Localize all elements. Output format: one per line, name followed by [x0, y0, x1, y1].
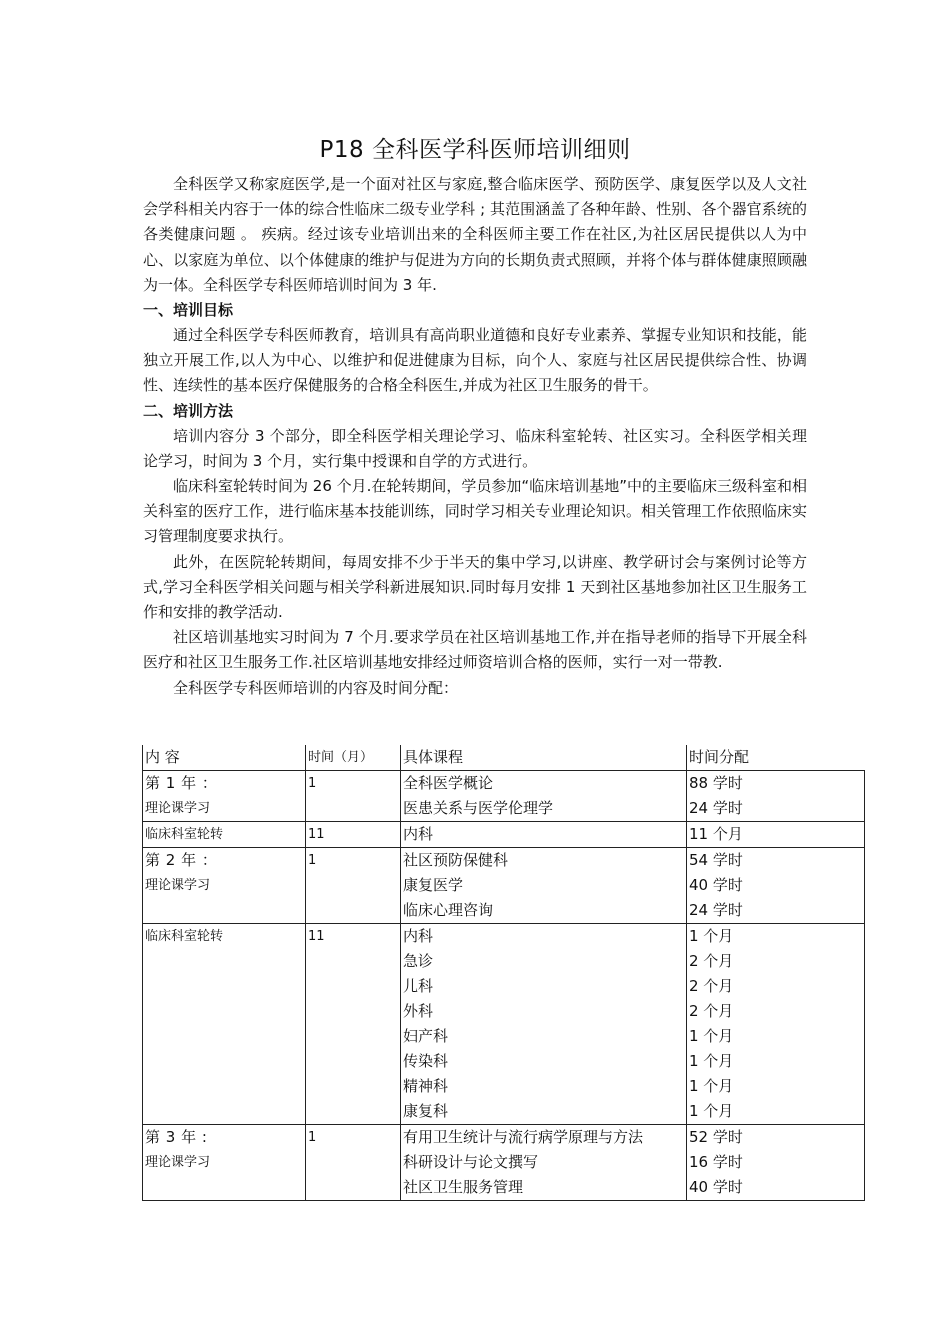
alloc-cell: 52 学时: [689, 1128, 743, 1146]
course-cell: 儿科: [403, 977, 434, 995]
method-paragraph-1: 培训内容分 3 个部分，即全科医学相关理论学习、临床科室轮转、社区实习。全科医学相关理论学习，时间为 3 个月，实行集中授课和自学的方式进行。: [143, 426, 807, 470]
row-months: 11: [308, 827, 325, 842]
course-cell: 临床心理咨询: [403, 901, 494, 919]
course-cell: 医患关系与医学伦理学: [403, 799, 554, 817]
course-cell: 社区卫生服务管理: [403, 1178, 524, 1196]
alloc-cell: 2 个月: [689, 952, 734, 970]
course-cell: 妇产科: [403, 1027, 449, 1045]
header-content: 内 容: [145, 748, 180, 766]
alloc-cell: 54 学时: [689, 851, 743, 869]
alloc-cell: 24 学时: [689, 799, 743, 817]
row-content: 第 1 年 ：: [145, 774, 218, 792]
row-months: 1: [308, 776, 317, 791]
table-row: [143, 924, 865, 1125]
alloc-cell: 2 个月: [689, 1002, 734, 1020]
course-cell: 康复科: [403, 1102, 449, 1120]
section-heading-goal: 一、培训目标: [143, 301, 234, 320]
table-header-row: [143, 745, 865, 771]
table-caption: 全科医学专科医师培训的内容及时间分配：: [173, 678, 459, 697]
alloc-cell: 1 个月: [689, 1027, 734, 1045]
section-heading-method: 二、培训方法: [143, 401, 234, 420]
alloc-cell: 16 学时: [689, 1153, 743, 1171]
row-content-sub: 理论课学习: [145, 801, 211, 816]
method-paragraph-2: 临床科室轮转时间为 26 个月.在轮转期间，学员参加“临床培训基地”中的主要临床三级科室和相关科室的医疗工作，进行临床基本技能训练，同时学习相关专业理论知识。相关管理工作依照临床实习管理制度要求执行。: [143, 477, 807, 546]
course-cell: 全科医学概论: [403, 774, 494, 792]
course-cell: 内科: [403, 825, 434, 843]
alloc-cell: 1 个月: [689, 1052, 734, 1070]
row-content: 临床科室轮转: [145, 827, 224, 842]
alloc-cell: 24 学时: [689, 901, 743, 919]
alloc-cell: 11 个月: [689, 825, 743, 843]
row-content-sub: 理论课学习: [145, 1155, 211, 1170]
goal-paragraph: 通过全科医学专科医师教育，培训具有高尚职业道德和良好专业素养、掌握专业知识和技能，能独立开展工作,以人为中心、以维护和促进健康为目标，向个人、家庭与社区居民提供综合性、协调性、连续性的基本医疗保健服务的合格全科医生,并成为社区卫生服务的骨干。: [143, 326, 807, 395]
alloc-cell: 1 个月: [689, 1077, 734, 1095]
alloc-cell: 2 个月: [689, 977, 734, 995]
row-months: 1: [308, 853, 317, 868]
header-courses: 具体课程: [403, 748, 464, 766]
page-title: P18 全科医学科医师培训细则: [319, 137, 631, 163]
header-allocation: 时间分配: [689, 748, 750, 766]
row-content-sub: 理论课学习: [145, 878, 211, 893]
table-row: [143, 822, 865, 848]
course-cell: 有用卫生统计与流行病学原理与方法: [403, 1128, 644, 1146]
course-cell: 社区预防保健科: [403, 851, 509, 869]
alloc-cell: 88 学时: [689, 774, 743, 792]
method-paragraph-4: 社区培训基地实习时间为 7 个月.要求学员在社区培训基地工作,并在指导老师的指导下开展全科医疗和社区卫生服务工作.社区培训基地安排经过师资培训合格的医师，实行一对一带教.: [143, 628, 807, 672]
course-cell: 康复医学: [403, 876, 464, 894]
table-row: [143, 1125, 865, 1201]
course-cell: 内科: [403, 927, 434, 945]
training-schedule-table: [142, 745, 865, 1201]
row-content: 第 3 年 :: [145, 1128, 208, 1146]
row-content: 临床科室轮转: [145, 929, 224, 944]
table-row: [143, 771, 865, 822]
alloc-cell: 1 个月: [689, 927, 734, 945]
course-cell: 急诊: [403, 952, 434, 970]
header-months: 时间（月）: [308, 750, 374, 765]
alloc-cell: 1 个月: [689, 1102, 734, 1120]
course-cell: 科研设计与论文撰写: [403, 1153, 539, 1171]
alloc-cell: 40 学时: [689, 876, 743, 894]
intro-paragraph: 全科医学又称家庭医学,是一个面对社区与家庭,整合临床医学、预防医学、康复医学以及人文社会学科相关内容于一体的综合性临床二级专业学科 ; 其范围涵盖了各种年龄、性别、各个器官系统的各类健康问题 。 疾病。经过该专业培训出来的全科医师主要工作在社区,为社区居民提供以人为中心、以家庭为单位、以个体健康的维护与促进为方向的长期负责式照顾，并将个体与群体健康照顾融为一体。全科医学专科医师培训时间为 3 年.: [143, 175, 807, 294]
course-cell: 外科: [403, 1002, 434, 1020]
row-months: 11: [308, 929, 325, 944]
alloc-cell: 40 学时: [689, 1178, 743, 1196]
row-months: 1: [308, 1130, 317, 1145]
table-row: [143, 848, 865, 924]
course-cell: 精神科: [403, 1077, 449, 1095]
row-content: 第 2 年 ：: [145, 851, 218, 869]
method-paragraph-3: 此外，在医院轮转期间，每周安排不少于半天的集中学习,以讲座、教学研讨会与案例讨论等方式,学习全科医学相关问题与相关学科新进展知识.同时每月安排 1 天到社区基地参加社区卫生服务工作和安排的教学活动.: [143, 552, 807, 622]
course-cell: 传染科: [403, 1052, 449, 1070]
document-body: [143, 172, 807, 701]
